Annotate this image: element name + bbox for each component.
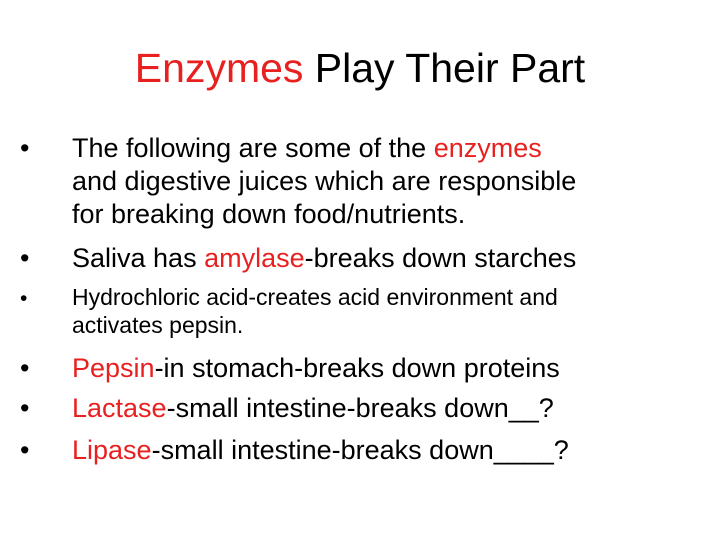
bullet-line [72, 165, 576, 197]
bullet-dot-icon: • [20, 353, 30, 383]
bullet-highlight: Pepsin [72, 353, 155, 383]
bullet-dot-icon: • [20, 393, 30, 423]
bullet-text: for breaking down food/nutrients. [72, 199, 466, 229]
bullet-highlight: amylase [204, 243, 305, 273]
bullet-dot-icon: • [20, 287, 28, 310]
bullet-text: -breaks down starches [304, 243, 577, 273]
bullet-line [72, 198, 465, 230]
bullet-text: Saliva has [72, 243, 205, 273]
bullet-line [72, 242, 576, 274]
bullet-text: Hydrochloric acid-creates acid environment and [72, 284, 558, 310]
bullet-text: -small intestine-breaks down__? [166, 393, 554, 423]
bullet-text: -small intestine-breaks down____? [151, 435, 569, 465]
bullet-line [72, 312, 243, 339]
bullet-line [72, 132, 542, 164]
bullet-text: activates pepsin. [72, 312, 244, 338]
title-highlight: Enzymes [134, 45, 304, 91]
bullet-highlight: Lipase [72, 435, 152, 465]
bullet-dot-icon: • [20, 133, 30, 163]
bullet-text: -in stomach-breaks down proteins [154, 353, 560, 383]
bullet-highlight: enzymes [433, 133, 542, 163]
bullet-text: The following are some of the [72, 133, 434, 163]
bullet-line [72, 392, 554, 424]
title-rest: Play Their Part [303, 45, 586, 91]
bullet-line [72, 352, 560, 384]
bullet-line [72, 434, 569, 466]
bullet-dot-icon: • [20, 243, 30, 273]
bullet-dot-icon: • [20, 435, 30, 465]
bullet-line [72, 284, 558, 311]
bullet-text: and digestive juices which are responsible [72, 166, 577, 196]
bullet-highlight: Lactase [72, 393, 167, 423]
